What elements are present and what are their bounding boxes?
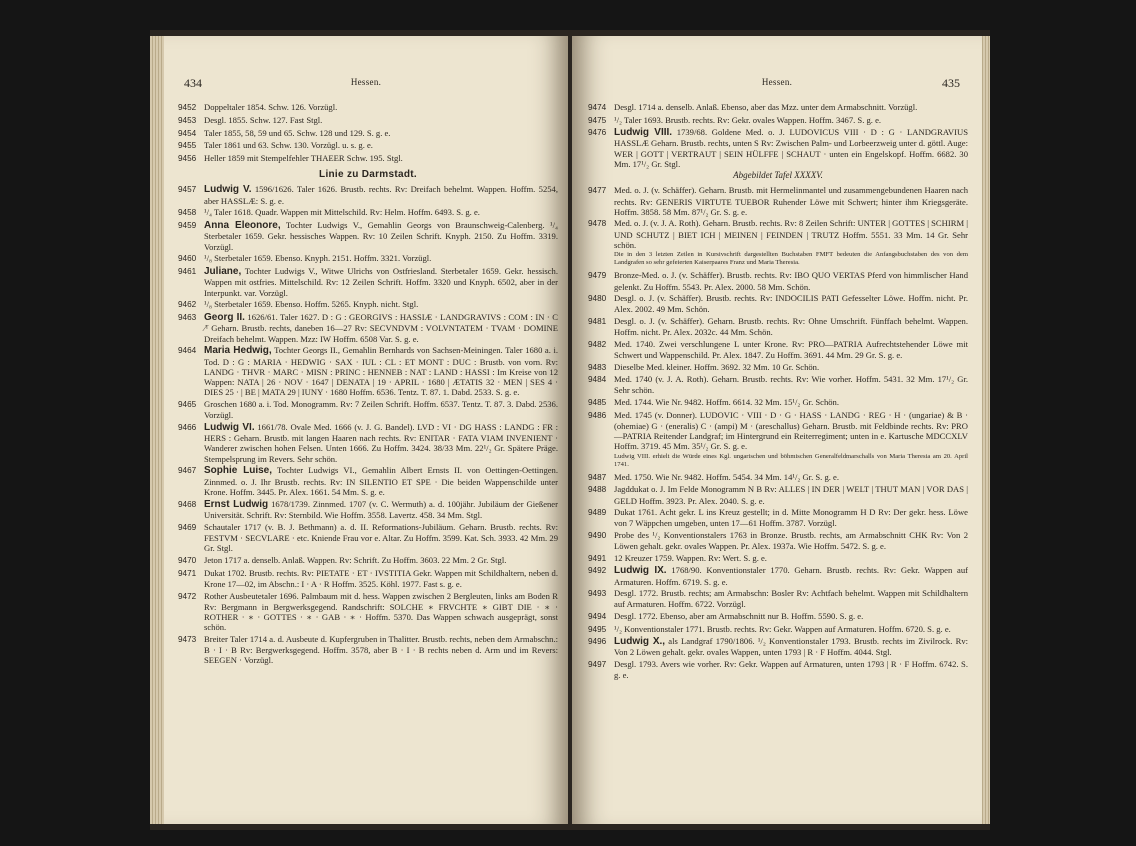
catalog-entry (178, 422, 558, 464)
lot-number: 9475 (588, 115, 607, 125)
catalog-entry (178, 465, 558, 497)
catalog-entry (588, 218, 968, 250)
entry-description: Tochter Ludwigs V., Gemahlin Georgs von Braunschweig-Calenberg. ¹/₄ Sterbetaler 1659. Gekr. hessisches Wappen. Rv: 10 Zeilen Schrift. Knyph. 2150. Zu Hoffm. 3319. Vorzügl. (204, 220, 558, 252)
entry-description: Desgl. 1714 a. denselb. Anlaß. Ebenso, aber das Mzz. unter dem Armabschnitt. Vorzügl. (614, 102, 918, 112)
catalog-entry (588, 565, 968, 586)
lot-number: 9494 (588, 611, 607, 621)
page-number: 435 (942, 76, 960, 90)
entry-description: Schautaler 1717 (v. B. J. Bethmann) a. d. II. Reformations-Jubiläum. Geharn. Brustb. rechts. Rv: FESTVM · SECVLARE · etc. Kniende Frau vor e. Altar. Zu Hoffm. 3599. Kat. Sch. 3933. 42 Mm. 29 Gr. Stgl. (204, 521, 558, 554)
catalog-entry (588, 636, 968, 657)
left-page (164, 36, 568, 824)
catalog-entry (588, 611, 968, 622)
entry-description: ¹/₄ Taler 1618. Quadr. Wappen mit Mittelschild. Rv: Helm. Hoffm. 6493. S. g. e. (204, 207, 480, 218)
lot-number: 9456 (178, 154, 197, 164)
entry-description: Dieselbe Med. kleiner. Hoffm. 3692. 32 Mm. 10 Gr. Schön. (614, 361, 820, 372)
page-number: 434 (184, 76, 202, 90)
entry-description: Med. 1750. Wie Nr. 9482. Hoffm. 5454. 34 Mm. 14¹/₂ Gr. S. g. e. (614, 471, 839, 482)
lot-number: 9479 (588, 271, 607, 281)
page-edges-left (150, 36, 164, 824)
lot-number: 9472 (178, 591, 197, 601)
catalog-entry (588, 293, 968, 314)
lot-number: 9464 (178, 346, 197, 356)
catalog-entry (588, 588, 968, 609)
catalog-entry (588, 659, 968, 680)
lot-number: 9491 (588, 553, 607, 563)
lot-number: 9454 (178, 128, 197, 138)
lot-number: 9465 (178, 400, 197, 409)
lot-number: 9460 (178, 254, 197, 264)
lot-number: 9484 (588, 375, 607, 385)
right-page-header (572, 76, 982, 92)
ruler-name: Ludwig VI. (204, 422, 255, 433)
lot-number: 9469 (178, 522, 197, 532)
lot-number: 9496 (588, 637, 607, 647)
entry-description: ¹/₂ Taler 1693. Brustb. rechts. Rv: Gekr. ovales Wappen. Hoffm. 3467. S. g. e. (614, 114, 882, 125)
entry-description: Desgl. 1793. Avers wie vorher. Rv: Gekr. Wappen auf Armaturen, unten 1793 | R · F Hoffm. 6742. S. g. e. (614, 658, 968, 681)
lot-number: 9453 (178, 115, 197, 125)
lot-number: 9495 (588, 624, 607, 634)
catalog-entry (178, 399, 558, 420)
catalog-entry (588, 397, 968, 408)
catalog-entry (178, 499, 558, 520)
lot-number: 9467 (178, 466, 197, 476)
open-book (150, 30, 990, 830)
catalog-entry (178, 140, 558, 151)
entry-description: Taler 1861 und 63. Schw. 130. Vorzügl. u. s. g. e. (204, 140, 373, 151)
lot-number: 9476 (588, 128, 607, 138)
running-head: Hessen. (761, 77, 793, 87)
left-page-body (178, 102, 558, 667)
entry-description: ¹/₈ Sterbetaler 1659. Ebenso. Knyph. 2151. Hoffm. 3321. Vorzügl. (204, 253, 432, 264)
lot-number: 9462 (178, 300, 197, 310)
catalog-entry (178, 115, 558, 126)
section-title: Linie zu Darmstadt. (319, 169, 417, 181)
lot-number: 9457 (178, 185, 197, 195)
page-edges-right (982, 36, 990, 824)
entry-description: Rother Ausbeutetaler 1696. Palmbaum mit d. hess. Wappen zwischen 2 Bergleuten, links am Boden R Rv: Bergmann in Bergwerksgegend. Randschrift: SOLCHE ∗ FRVCHTE ∗ GIBT DIE · ∗ · ROTHER · ∗ · GOTTES · ∗ · GAB · ∗ · Hoffm. 5370. Das Wappen schwach ausgeprägt, sonst schön. (204, 590, 558, 633)
entry-list (588, 102, 968, 169)
entry-description: Groschen 1680 a. i. Tod. Monogramm. Rv: 7 Zeilen Schrift. Hoffm. 6537. Tentz. T. 87. 3. Dabd. 2536. Vorzügl. (204, 399, 558, 421)
catalog-entry (588, 115, 968, 126)
catalog-entry (588, 185, 968, 217)
entry-description: 1596/1626. Taler 1626. Brustb. rechts. Rv: Dreifach behelmt. Wappen. Hoffm. 5254, aber HASSLÆ: S. g. e. (204, 184, 558, 206)
lot-number: 9473 (178, 635, 197, 645)
catalog-entry (178, 153, 558, 164)
entry-description: Bronze-Med. o. J. (v. Schäffer). Brustb. rechts. Rv: IBO QUO VERTAS Pferd von himmlischer Hand gelenkt. Zu Hoffm. 5543. Pr. Alex. 2000. 58 Mm. Schön. (614, 270, 968, 292)
lot-number: 9474 (588, 103, 607, 112)
lot-number: 9466 (178, 423, 197, 432)
catalog-entry (588, 374, 968, 395)
entry-description: Probe des ¹/₂ Konventionstalers 1763 in Bronze. Brustb. rechts, am Armabschnitt CHK Rv: Von 2 Löwen gehalt. gekr. ovales Wappen. Pr. Alex. 1937a. Wie Hoffm. 5472. S. g. e. (614, 529, 968, 552)
lot-number: 9489 (588, 508, 607, 518)
entry-description: 12 Kreuzer 1759. Wappen. Rv: Wert. S. g. e. (614, 552, 767, 563)
entry-description: 1626/61. Taler 1627. D : G : GEORGIVS : HASSIÆ · LANDGRAVIVS : COM : IN · C ⁄ᵀ Geharn. Brustb. rechts, daneben 16—27 Rv: SECVNDVM : VOLVNTATEM · TVAM · DOMINE Dreifach behelmt. Wappen. Mzz: IW Hoffm. 6508 Var. S. g. e. (204, 312, 559, 344)
catalog-entry (178, 128, 558, 139)
ruler-name: Anna Eleonore, (204, 220, 281, 232)
entry-description: Med. o. J. (v. Schäffer). Geharn. Brustb. mit Hermelinmantel und zusammengebundenen Haaren nach rechts. Rv: GENERIS VIRTUTE TUEBOR Ruhender Löwe mit Schwert; hinter ihm Kriegsgeräte. Hoffm. 3858. 58 Mm. 87¹/₂ Gr. S. g. e. (614, 185, 968, 217)
lot-number: 9463 (178, 313, 197, 323)
right-page-body (588, 102, 968, 682)
right-page (572, 36, 982, 824)
lot-number: 9452 (178, 103, 197, 112)
entry-list (178, 102, 558, 164)
entry-description: Desgl. o. J. (v. Schäffer). Brustb. rechts. Rv: INDOCILIS PATI Gefesselter Löwe. Hoffm. nicht. Pr. Alex. 2002. 49 Mm. Schön. (614, 293, 968, 315)
catalog-entry (588, 553, 968, 564)
lot-number: 9487 (588, 472, 607, 482)
catalog-entry (588, 102, 968, 113)
catalog-entry (588, 339, 968, 360)
catalog-entry (178, 102, 558, 113)
catalog-entry (588, 624, 968, 635)
entry-description: 1661/78. Ovale Med. 1666 (v. J. G. Bandel). LVD : VI · DG HASS : LANDG : FR : HERS : Geharn. Brustb. mit langen Haaren nach rechts. Rv: ENITAR · FATA VIAM INVENIENT · Wanderer zwischen hohen Felsen. Unten 1666. Zu Hoffm. 3424. 38/33 Mm. 22¹/₂ Gr. Spätere Präge. Stempelsprung im Revers. Sehr schön. (204, 422, 558, 464)
entry-list (588, 472, 968, 681)
catalog-entry (178, 299, 558, 310)
entry-description: Jeton 1717 a. denselb. Anlaß. Wappen. Rv: Schrift. Zu Hoffm. 3603. 22 Mm. 2 Gr. Stgl. (204, 554, 507, 565)
entry-description: 1739/68. Goldene Med. o. J. LUDOVICUS VIII · D : G · LANDGRAVIUS HASSLÆ Geharn. Brustb. rechts, unten S Rv: Zwischen Palm- und Lorbeerzweig unter d. göttl. Auge: WER | GOTT | VERTRAUT | SEIN HÜLFFE | SCHAUT · unten ein Engelskopf. Hoffm. 6682. 30 Mm. 17¹/₂ Gr. Stgl. (614, 127, 968, 169)
entry-description: Desgl. 1772. Ebenso, aber am Armabschnitt nur B. Hoffm. 5590. S. g. e. (614, 610, 864, 621)
entry-list (588, 185, 968, 250)
ruler-name: Ernst Ludwig (204, 498, 269, 510)
entry-description: ¹/₈ Sterbetaler 1659. Ebenso. Hoffm. 5265. Knyph. nicht. Stgl. (204, 299, 419, 310)
lot-number: 9490 (588, 530, 607, 540)
left-page-header (164, 76, 568, 92)
entry-list (588, 270, 968, 451)
catalog-entry (178, 591, 558, 633)
footnote: Die in den 3 letzten Zeilen in Kursivschrift dargestellten Buchstaben FMFT bedeuten die Anfangsbuchstaben des von dem Landgrafen so sehr gefeierten Kaiserpaares Franz und Maria Theresia. (614, 251, 968, 267)
entry-description: Breiter Taler 1714 a. d. Ausbeute d. Kupfergruben in Thalitter. Brustb. rechts, neben dem Armabschn.: B · I · B Rv: Bergwerksgegend. Hoffm. 3578, aber B · I · B rechts neben d. Arm und im Revers: SEEGEN · Vorzügl. (204, 634, 558, 666)
catalog-entry (588, 472, 968, 483)
entry-description: Med. 1740 (v. J. A. Roth). Geharn. Brustb. rechts. Rv: Wie vorher. Hoffm. 5431. 32 Mm. 17¹/₂ Gr. Sehr schön. (614, 374, 968, 396)
lot-number: 9455 (178, 141, 197, 151)
catalog-entry (178, 634, 558, 666)
catalog-entry (178, 207, 558, 218)
lot-number: 9480 (588, 294, 607, 304)
catalog-entry (588, 270, 968, 291)
catalog-entry (178, 345, 558, 397)
entry-description: Med. 1740. Zwei verschlungene L unter Krone. Rv: PRO—PATRIA Aufrechtstehender Löwe mit Schwert und Wappenschild. Pr. Alex. 1847. Zu Hoffm. 3691. 44 Mm. 29 Gr. S. g. e. (614, 338, 968, 360)
catalog-entry (178, 220, 558, 252)
lot-number: 9482 (588, 339, 607, 349)
running-head: Hessen. (350, 77, 382, 87)
ruler-name: Maria Hedwig, (204, 345, 272, 357)
entry-description: Tochter Ludwigs V., Witwe Ulrichs von Ostfriesland. Sterbetaler 1659. Gekr. hessisch. Wappen mit ostfries. Mittelschild. Rv: 12 Zeilen Schrift. Hoffm. 3320 und Knyph. 6502, aber in der Interpunkt. var. Vorzügl. (204, 266, 558, 298)
entry-list (178, 184, 558, 665)
entry-description: Dukat 1702. Brustb. rechts. Rv: PIETATE · ET · IVSTITIA Gekr. Wappen mit Schildhaltern, neben d. Krone 17—02, im Abschn.: I · A · R Hoffm. 3525. Köhl. 1977. Fast s. g. e. (204, 567, 558, 589)
lot-number: 9481 (588, 316, 607, 326)
ruler-name: Ludwig X., (614, 636, 666, 648)
lot-number: 9461 (178, 267, 197, 277)
catalog-entry (178, 312, 558, 344)
catalog-entry (178, 253, 558, 264)
ruler-name: Juliane, (204, 266, 242, 278)
entry-description: Med. 1744. Wie Nr. 9482. Hoffm. 6614. 32 Mm. 15¹/₂ Gr. Schön. (614, 396, 839, 407)
lot-number: 9471 (178, 568, 197, 578)
lot-number: 9468 (178, 499, 197, 509)
entry-description: Med. o. J. (v. J. A. Roth). Geharn. Brustb. rechts. Rv: 8 Zeilen Schrift: UNTER | GOTTES | SCHIRM | UND SCHUTZ | BIET ICH | MEINEN | FEINDEN | TRUTZ Hoffm. 5551. 33 Mm. 14 Gr. Sehr schön. (614, 218, 968, 250)
catalog-entry (588, 316, 968, 337)
entry-description: ¹/₂ Konventionstaler 1771. Brustb. rechts. Rv: Gekr. Wappen auf Armaturen. Hoffm. 6720. S. g. e. (614, 623, 951, 634)
lot-number: 9488 (588, 485, 607, 495)
entry-description: als Landgraf 1790/1806. ¹/₂ Konventionstaler 1793. Brustb. rechts im Zivilrock. Rv: Von 2 Löwen gehalt. gekr. ovales Wappen, unten 1793 | R · F Hoffm. 4044. Stgl. (614, 636, 969, 658)
catalog-entry (178, 568, 558, 589)
ruler-name: Ludwig VIII. (614, 127, 673, 139)
catalog-entry (178, 266, 558, 298)
entry-description: Tochter Ludwigs VI., Gemahlin Albert Ernsts II. von Oettingen-Oettingen. Zinnmed. o. J. Ihr Brustb. rechts. Rv: IN SILENTIO ET SPE · Die beiden Wappenschilde unter Krone. Hoffm. 3445. Pr. Alex. 1661. 54 Mm. S. g. e. (204, 465, 559, 497)
lot-number: 9478 (588, 219, 607, 229)
lot-number: 9459 (178, 221, 197, 231)
entry-description: Doppeltaler 1854. Schw. 126. Vorzügl. (204, 102, 338, 112)
catalog-entry (588, 127, 968, 169)
footnote: Ludwig VIII. erhielt die Würde eines Kgl. ungarischen und böhmischen Generalfeldmarschalls von Maria Theresia am 20. April 1741. (614, 452, 968, 468)
catalog-entry (588, 484, 968, 505)
entry-description: Jagddukat o. J. Im Felde Monogramm N B Rv: ALLES | IN DER | WELT | THUT MAN | VOR DAS | GELD Hoffm. 3923. Pr. Alex. 2040. S. g. e. (614, 484, 968, 506)
lot-number: 9485 (588, 397, 607, 407)
catalog-entry (178, 555, 558, 566)
lot-number: 9493 (588, 589, 607, 599)
lot-number: 9497 (588, 659, 607, 669)
catalog-entry (588, 410, 968, 452)
catalog-entry (588, 530, 968, 551)
lot-number: 9483 (588, 362, 607, 372)
ruler-name: Sophie Luise, (204, 465, 273, 477)
entry-description: Desgl. 1855. Schw. 127. Fast Stgl. (204, 114, 323, 125)
ruler-name: Ludwig IX. (614, 565, 667, 577)
entry-description: Desgl. 1772. Brustb. rechts; am Armabschn: Bosler Rv: Achtfach behelmt. Wappen mit Schildhaltern auf Armaturen. Hoffm. 6722. Vorzügl. (614, 588, 968, 610)
entry-description: Med. 1745 (v. Donner). LUDOVIC · VIII · D · G · HASS · LANDG · REG · H · (ungariae) & B · (ohemiae) G · (eneralis) C · (ampi) M · (areschallus) Geharn. Brustb. mit Feldbinde rechts. Rv: PRO—PATRIA Reitender Landgraf; im Hintergrund ein Reiterregiment; unten in e. Kartusche MDCCXLV Hoffm. 3719. 45 Mm. 35¹/₂ Gr. S. g. e. (614, 409, 968, 452)
entry-description: Desgl. o. J. (v. Schäffer). Geharn. Brustb. rechts. Rv: Ohne Umschrift. Fünffach behelmt. Wappen. Hoffm. nicht. Pr. Alex. 2032c. 44 Mm. Schön. (614, 315, 968, 338)
lot-number: 9470 (178, 555, 197, 565)
lot-number: 9458 (178, 208, 197, 218)
catalog-entry (178, 522, 558, 554)
ruler-name: Ludwig V. (204, 184, 252, 196)
entry-description: Dukat 1761. Acht gekr. L ins Kreuz gestellt; in d. Mitte Monogramm H D Rv: Der gekr. hess. Löwe von 7 Wäppchen umgeben, unten 17—61 Hoffm. 3787. Vorzügl. (614, 507, 968, 529)
entry-description: 1768/90. Konventionstaler 1770. Geharn. Brustb. rechts. Rv: Gekr. Wappen auf Armaturen. Hoffm. 6719. S. g. e. (614, 565, 969, 587)
lot-number: 9492 (588, 566, 607, 576)
lot-number: 9486 (588, 410, 607, 420)
catalog-entry (178, 184, 558, 205)
catalog-entry (588, 362, 968, 373)
entry-description: Taler 1855, 58, 59 und 65. Schw. 128 und 129. S. g. e. (204, 127, 391, 138)
entry-description: Heller 1859 mit Stempelfehler THAEER Schw. 195. Stgl. (204, 153, 403, 164)
lot-number: 9477 (588, 186, 607, 196)
plate-reference: Abgebildet Tafel XXXXV. (733, 170, 823, 181)
entry-description: 1678/1739. Zinnmed. 1707 (v. C. Wermuth) a. d. 100jähr. Jubiläum der Gießener Universität. Schrift. Rv: Sternbild. Wie Hoffm. 3558. Lavertz. 458. 34 Mm. Stgl. (204, 498, 558, 520)
catalog-entry (588, 507, 968, 528)
ruler-name: Georg II. (204, 312, 245, 324)
entry-description: Tochter Georgs II., Gemahlin Bernhards von Sachsen-Meiningen. Taler 1680 a. i. Tod. D : G : MARIA · HEDWIG · SAX · IUL : CL : ET MONT : DUC : Brustb. von vorn. Rv: LANDG · THVR · MARC · MISN : PRINC : HENNEB : NAT : LAND : HASSI : Im Kreise von 12 Wappen: NATA | 26 · NOV · 1647 | DENATA | 19 · APRIL · 1680 | ÆTATIS 32 · MEN | SES 4 · DIES 25 · | BE | MATA 29 | IUNY · 1680 Hoffm. 6536. Tentz. T. 87. 1. Dabd. 2533. S. g. e. (204, 345, 558, 398)
